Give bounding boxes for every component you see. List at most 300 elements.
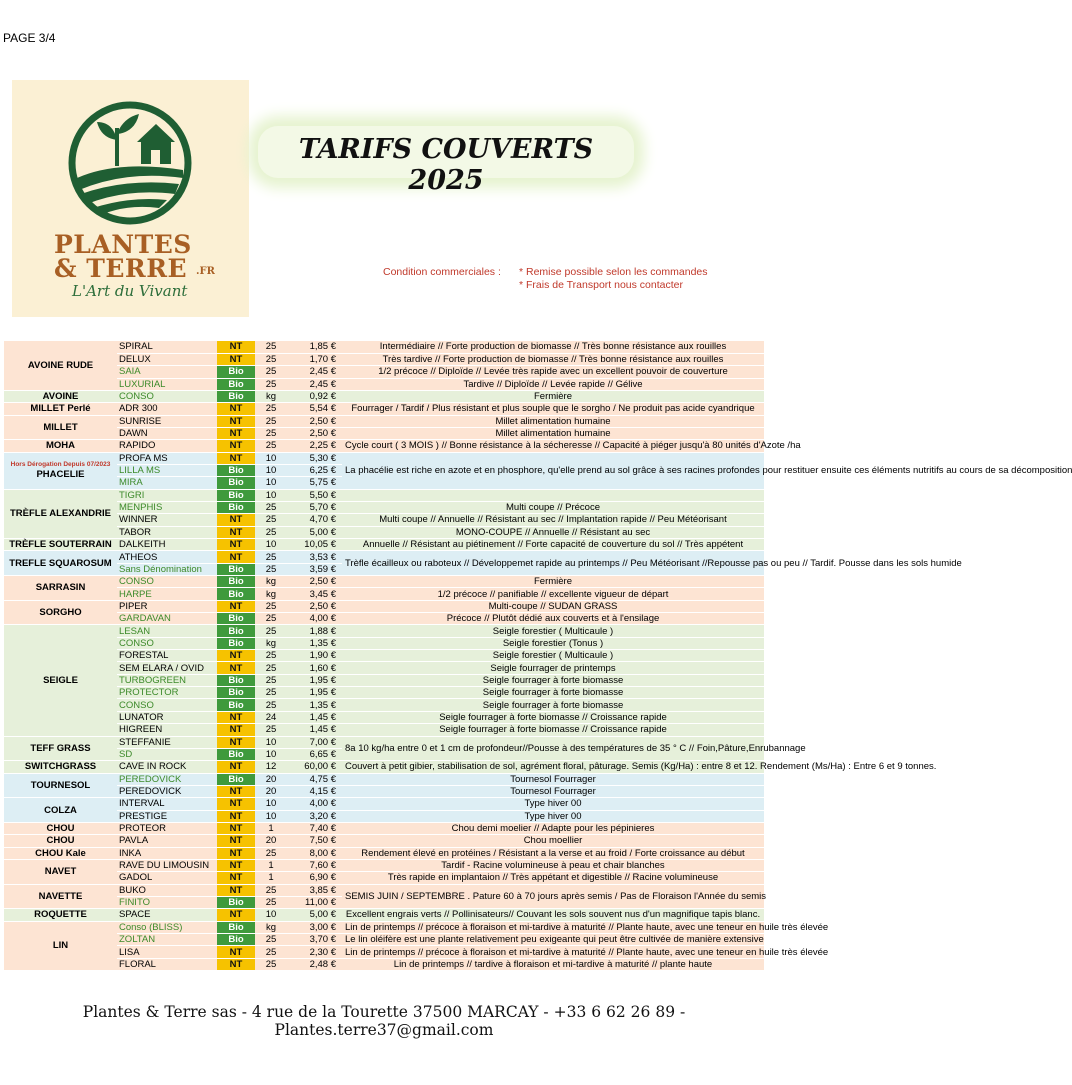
quantity-cell: 25 <box>255 440 287 452</box>
price-cell: 0,92 € <box>287 390 342 402</box>
variety-cell: SUNRISE <box>117 415 217 427</box>
quantity-cell: 25 <box>255 884 287 896</box>
variety-cell: Sans Dénomination <box>117 563 217 575</box>
family-cell <box>4 859 117 884</box>
table-row <box>4 353 764 365</box>
type-badge: NT <box>217 761 255 773</box>
table-row <box>4 650 764 662</box>
family-cell <box>4 835 117 847</box>
quantity-cell: 10 <box>255 810 287 822</box>
type-badge: NT <box>217 427 255 439</box>
price-cell: 4,75 € <box>287 773 342 785</box>
type-badge: Bio <box>217 390 255 402</box>
variety-cell: FLORAL <box>117 958 217 970</box>
price-cell: 6,25 € <box>287 464 342 476</box>
quantity-cell: 25 <box>255 403 287 415</box>
table-row <box>4 724 764 736</box>
variety-cell: LUXURIAL <box>117 378 217 390</box>
quantity-cell: 25 <box>255 896 287 908</box>
variety-cell: GADOL <box>117 872 217 884</box>
quantity-cell: 25 <box>255 625 287 637</box>
quantity-cell: 20 <box>255 785 287 797</box>
description-cell: Seigle fourrager à forte biomasse // Croissance rapide <box>342 724 764 736</box>
family-name: ROQUETTE <box>34 909 87 921</box>
quantity-cell: 25 <box>255 934 287 946</box>
description-cell: Très tardive // Forte production de biomasse // Très bonne résistance aux rouilles <box>342 353 764 365</box>
table-row <box>4 403 764 415</box>
type-badge: NT <box>217 847 255 859</box>
type-badge: NT <box>217 822 255 834</box>
table-row <box>4 427 764 439</box>
variety-cell: INTERVAL <box>117 798 217 810</box>
quantity-cell: 20 <box>255 835 287 847</box>
family-cell <box>4 403 117 415</box>
price-cell: 2,45 € <box>287 378 342 390</box>
description-cell: Millet alimentation humaine <box>342 415 764 427</box>
type-badge: Bio <box>217 625 255 637</box>
variety-cell: INKA <box>117 847 217 859</box>
type-badge: NT <box>217 810 255 822</box>
type-badge: NT <box>217 600 255 612</box>
price-cell: 1,90 € <box>287 650 342 662</box>
family-name: CHOU <box>46 835 75 847</box>
price-cell: 60,00 € <box>287 761 342 773</box>
type-badge: Bio <box>217 699 255 711</box>
variety-cell: CONSO <box>117 390 217 402</box>
quantity-cell: 10 <box>255 539 287 551</box>
table-row <box>4 810 764 822</box>
family-name: MILLET Perlé <box>30 403 91 415</box>
price-cell: 1,45 € <box>287 711 342 723</box>
price-cell: 2,50 € <box>287 415 342 427</box>
type-badge: Bio <box>217 588 255 600</box>
type-badge: NT <box>217 403 255 415</box>
family-name: MILLET <box>43 421 78 433</box>
price-cell: 5,75 € <box>287 477 342 489</box>
description-cell: Seigle forestier ( Multicaule ) <box>342 650 764 662</box>
family-name: LIN <box>52 940 69 952</box>
type-badge: NT <box>217 415 255 427</box>
family-name: COLZA <box>44 804 77 816</box>
quantity-cell: 1 <box>255 872 287 884</box>
description-cell: Lin de printemps // précoce à floraison et mi-tardive à maturité // Plante haute, avec une teneur en huile très élevée <box>342 946 764 958</box>
price-cell: 5,50 € <box>287 489 342 501</box>
price-cell: 3,00 € <box>287 921 342 933</box>
quantity-cell: 10 <box>255 909 287 921</box>
variety-cell: BUKO <box>117 884 217 896</box>
price-cell: 3,70 € <box>287 934 342 946</box>
description-cell: La phacélie est riche en azote et en phosphore, qu'elle prend au sol grâce à ses racines profondes pour restituer ensuite ces éléments nutritifs au cours de sa décomposition <box>342 452 764 489</box>
table-row <box>4 958 764 970</box>
type-badge: Bio <box>217 576 255 588</box>
variety-cell: CONSO <box>117 576 217 588</box>
quantity-cell: 10 <box>255 489 287 501</box>
farm-logo-icon <box>67 100 193 226</box>
description-cell <box>342 489 764 501</box>
family-name: TREFLE SQUAROSUM <box>9 557 112 569</box>
price-cell: 6,65 € <box>287 748 342 760</box>
table-row <box>4 909 764 921</box>
quantity-cell: 1 <box>255 822 287 834</box>
quantity-cell: 24 <box>255 711 287 723</box>
page-number: PAGE 3/4 <box>3 31 56 45</box>
family-name: TRÈFLE ALEXANDRIE <box>10 508 111 520</box>
family-name: MOHA <box>45 440 76 452</box>
table-row <box>4 501 764 513</box>
quantity-cell: 25 <box>255 501 287 513</box>
price-cell: 2,30 € <box>287 946 342 958</box>
quantity-cell: 25 <box>255 958 287 970</box>
family-name: PHACELIE <box>36 469 85 481</box>
price-cell: 5,00 € <box>287 909 342 921</box>
variety-cell: ATHEOS <box>117 551 217 563</box>
quantity-cell: 25 <box>255 687 287 699</box>
family-cell <box>4 921 117 970</box>
brand-tagline: L'Art du Vivant <box>72 282 188 300</box>
derogation-note: Hors Dérogation Depuis 07/2023 <box>10 461 111 469</box>
price-cell: 2,45 € <box>287 366 342 378</box>
price-cell: 1,88 € <box>287 625 342 637</box>
family-name: NAVET <box>44 866 77 878</box>
variety-cell: SD <box>117 748 217 760</box>
family-cell <box>4 625 117 736</box>
price-cell: 5,00 € <box>287 526 342 538</box>
footer-contact: Plantes & Terre sas - 4 rue de la Tourette 37500 MARCAY - +33 6 62 26 89 - Plantes.terre37@gmail.com <box>82 1003 686 1039</box>
type-badge: NT <box>217 440 255 452</box>
family-name: NAVETTE <box>38 890 83 902</box>
type-badge: Bio <box>217 366 255 378</box>
type-badge: NT <box>217 514 255 526</box>
price-cell: 6,90 € <box>287 872 342 884</box>
quantity-cell: 25 <box>255 378 287 390</box>
description-cell: Tardive // Diploïde // Levée rapide // Gélive <box>342 378 764 390</box>
description-cell: Seigle forestier ( Multicaule ) <box>342 625 764 637</box>
type-badge: NT <box>217 711 255 723</box>
description-cell: Seigle fourrager à forte biomasse <box>342 687 764 699</box>
variety-cell: RAPIDO <box>117 440 217 452</box>
variety-cell: HIGREEN <box>117 724 217 736</box>
description-cell: Seigle fourrager de printemps <box>342 662 764 674</box>
family-name: AVOINE <box>42 391 79 403</box>
type-badge: Bio <box>217 896 255 908</box>
quantity-cell: 25 <box>255 427 287 439</box>
family-cell <box>4 341 117 390</box>
description-cell: Fermière <box>342 576 764 588</box>
variety-cell: PRESTIGE <box>117 810 217 822</box>
price-cell: 3,53 € <box>287 551 342 563</box>
family-cell <box>4 736 117 761</box>
variety-cell: LESAN <box>117 625 217 637</box>
logo <box>12 80 249 317</box>
price-cell: 4,00 € <box>287 613 342 625</box>
family-name: AVOINE RUDE <box>27 359 94 371</box>
description-cell: Rendement élevé en protéines / Résistant a la verse et au froid / Forte croissance au début <box>342 847 764 859</box>
quantity-cell: 10 <box>255 477 287 489</box>
quantity-cell: 10 <box>255 736 287 748</box>
variety-cell: FORESTAL <box>117 650 217 662</box>
family-name: SEIGLE <box>43 674 78 686</box>
description-cell: Le lin oléifère est une plante relativement peu exigeante qui peut être cultivée de manière extensive <box>342 934 764 946</box>
family-name: CHOU Kale <box>35 847 86 859</box>
table-row <box>4 773 764 785</box>
price-cell: 4,00 € <box>287 798 342 810</box>
table-row <box>4 798 764 810</box>
family-cell <box>4 390 117 402</box>
description-cell: Seigle fourrager à forte biomasse // Croissance rapide <box>342 711 764 723</box>
brand-name-line1: PLANTES <box>54 230 192 259</box>
table-row <box>4 576 764 588</box>
quantity-cell: 25 <box>255 699 287 711</box>
page-title: TARIFS COUVERTS 2025 <box>298 134 594 196</box>
table-row <box>4 699 764 711</box>
quantity-cell: 1 <box>255 859 287 871</box>
price-cell: 1,45 € <box>287 724 342 736</box>
quantity-cell: 10 <box>255 798 287 810</box>
description-cell: Type hiver 00 <box>342 810 764 822</box>
family-cell <box>4 884 117 909</box>
price-cell: 4,70 € <box>287 514 342 526</box>
price-cell: 5,30 € <box>287 452 342 464</box>
table-row <box>4 452 764 464</box>
price-cell: 5,70 € <box>287 501 342 513</box>
variety-cell: TIGRI <box>117 489 217 501</box>
description-cell: Millet alimentation humaine <box>342 427 764 439</box>
description-cell: Annuelle // Résistant au piétinement // Forte capacité de couverture du sol // Très appétent <box>342 539 764 551</box>
description-cell: Fermière <box>342 390 764 402</box>
price-cell: 2,50 € <box>287 600 342 612</box>
quantity-cell: 25 <box>255 366 287 378</box>
table-row <box>4 588 764 600</box>
variety-cell: TABOR <box>117 526 217 538</box>
table-row <box>4 761 764 773</box>
price-cell: 1,95 € <box>287 674 342 686</box>
table-row <box>4 514 764 526</box>
variety-cell: LILLA MS <box>117 464 217 476</box>
table-row <box>4 625 764 637</box>
quantity-cell: 25 <box>255 415 287 427</box>
variety-cell: FINITO <box>117 896 217 908</box>
quantity-cell: kg <box>255 588 287 600</box>
description-cell: Tardif - Racine volumineuse à peau et chair blanches <box>342 859 764 871</box>
variety-cell: PEREDOVICK <box>117 773 217 785</box>
description-cell: 1/2 précoce // Diploïde // Levée très rapide avec un excellent pouvoir de couverture <box>342 366 764 378</box>
table-row <box>4 687 764 699</box>
table-row <box>4 822 764 834</box>
table-row <box>4 835 764 847</box>
table-row <box>4 526 764 538</box>
description-cell: Trèfle écailleux ou raboteux // Développemet rapide au printemps // Peu Météorisant //Repousse pas ou peu // Tardif. Pousse dans les sols humide <box>342 551 764 576</box>
description-cell: Tournesol Fourrager <box>342 785 764 797</box>
table-row <box>4 847 764 859</box>
price-cell: 1,70 € <box>287 353 342 365</box>
description-cell: Multi coupe // Précoce <box>342 501 764 513</box>
variety-cell: CAVE IN ROCK <box>117 761 217 773</box>
price-cell: 11,00 € <box>287 896 342 908</box>
type-badge: NT <box>217 884 255 896</box>
description-cell: Fourrager / Tardif / Plus résistant et plus souple que le sorgho / Ne produit pas acide cyandrique <box>342 403 764 415</box>
table-row <box>4 872 764 884</box>
table-row <box>4 785 764 797</box>
variety-cell: SAIA <box>117 366 217 378</box>
table-row <box>4 884 764 896</box>
table-row <box>4 921 764 933</box>
quantity-cell: 12 <box>255 761 287 773</box>
type-badge: Bio <box>217 613 255 625</box>
type-badge: NT <box>217 526 255 538</box>
variety-cell: RAVE DU LIMOUSIN <box>117 859 217 871</box>
quantity-cell: kg <box>255 921 287 933</box>
quantity-cell: 25 <box>255 613 287 625</box>
table-row <box>4 415 764 427</box>
condition-line-1: * Remise possible selon les commandes <box>519 266 708 278</box>
variety-cell: PAVLA <box>117 835 217 847</box>
description-cell: Lin de printemps // précoce à floraison et mi-tardive à maturité // Plante haute, avec une teneur en huile très élevée <box>342 921 764 933</box>
table-row <box>4 539 764 551</box>
family-cell <box>4 489 117 538</box>
table-row <box>4 489 764 501</box>
description-cell: Lin de printemps // tardive à floraison et mi-tardive à maturité // plante haute <box>342 958 764 970</box>
type-badge: Bio <box>217 378 255 390</box>
description-cell: Type hiver 00 <box>342 798 764 810</box>
variety-cell: MIRA <box>117 477 217 489</box>
quantity-cell: 25 <box>255 563 287 575</box>
variety-cell: LISA <box>117 946 217 958</box>
type-badge: NT <box>217 835 255 847</box>
variety-cell: STEFFANIE <box>117 736 217 748</box>
quantity-cell: 25 <box>255 341 287 353</box>
table-row <box>4 736 764 748</box>
family-cell <box>4 440 117 452</box>
price-cell: 7,40 € <box>287 822 342 834</box>
description-cell: Excellent engrais verts // Pollinisateurs// Couvant les sols souvent nus d'un magnifique tapis blanc. <box>342 909 764 921</box>
description-cell: Chou moellier <box>342 835 764 847</box>
variety-cell: SPIRAL <box>117 341 217 353</box>
price-cell: 1,95 € <box>287 687 342 699</box>
table-row <box>4 674 764 686</box>
family-cell <box>4 847 117 859</box>
description-cell: SEMIS JUIN / SEPTEMBRE . Pature 60 à 70 jours après semis / Pas de Floraison l'Année du semis <box>342 884 764 909</box>
table-row <box>4 613 764 625</box>
table-row <box>4 600 764 612</box>
variety-cell: SEM ELARA / OVID <box>117 662 217 674</box>
description-cell: Couvert à petit gibier, stabilisation de sol, agrément floral, pâturage. Semis (Kg/Ha) : entre 8 et 12. Rendement (Ms/Ha) : Entre 6 et 9 tonnes. <box>342 761 764 773</box>
type-badge: NT <box>217 551 255 563</box>
family-cell <box>4 761 117 773</box>
quantity-cell: kg <box>255 637 287 649</box>
price-cell: 3,20 € <box>287 810 342 822</box>
description-cell: 1/2 précoce // panifiable // excellente vigueur de départ <box>342 588 764 600</box>
quantity-cell: 25 <box>255 551 287 563</box>
price-cell: 1,35 € <box>287 699 342 711</box>
type-badge: NT <box>217 452 255 464</box>
description-cell: Intermédiaire // Forte production de biomasse // Très bonne résistance aux rouilles <box>342 341 764 353</box>
type-badge: NT <box>217 724 255 736</box>
description-cell: Chou demi moelier // Adapte pour les pépinieres <box>342 822 764 834</box>
type-badge: NT <box>217 946 255 958</box>
variety-cell: WINNER <box>117 514 217 526</box>
quantity-cell: 25 <box>255 600 287 612</box>
condition-line-2: * Frais de Transport nous contacter <box>519 279 683 291</box>
type-badge: Bio <box>217 674 255 686</box>
family-name: SARRASIN <box>35 582 86 594</box>
quantity-cell: 25 <box>255 662 287 674</box>
type-badge: NT <box>217 859 255 871</box>
quantity-cell: 25 <box>255 946 287 958</box>
type-badge: NT <box>217 353 255 365</box>
variety-cell: CONSO <box>117 637 217 649</box>
table-row <box>4 390 764 402</box>
quantity-cell: 25 <box>255 724 287 736</box>
price-cell: 7,60 € <box>287 859 342 871</box>
variety-cell: SPACE <box>117 909 217 921</box>
description-cell: Seigle fourrager à forte biomasse <box>342 699 764 711</box>
variety-cell: DAWN <box>117 427 217 439</box>
price-cell: 5,54 € <box>287 403 342 415</box>
variety-cell: ADR 300 <box>117 403 217 415</box>
type-badge: NT <box>217 909 255 921</box>
family-name: SORGHO <box>39 607 82 619</box>
variety-cell: PROFA MS <box>117 452 217 464</box>
type-badge: NT <box>217 662 255 674</box>
type-badge: NT <box>217 958 255 970</box>
type-badge: NT <box>217 785 255 797</box>
type-badge: NT <box>217 341 255 353</box>
type-badge: Bio <box>217 921 255 933</box>
family-name: CHOU <box>46 823 75 835</box>
price-cell: 1,85 € <box>287 341 342 353</box>
quantity-cell: 25 <box>255 847 287 859</box>
description-cell: MONO-COUPE // Annuelle // Résistant au sec <box>342 526 764 538</box>
description-cell: Cycle court ( 3 MOIS ) // Bonne résistance à la sécheresse // Capacité à piéger jusqu'à 80 unités d'Azote /ha <box>342 440 764 452</box>
type-badge: Bio <box>217 773 255 785</box>
quantity-cell: 10 <box>255 452 287 464</box>
table-row <box>4 440 764 452</box>
description-cell: Très rapide en implantaion // Très appétant et digestible // Racine volumineuse <box>342 872 764 884</box>
conditions-label: Condition commerciales : <box>383 266 501 278</box>
family-cell <box>4 452 117 489</box>
description-cell: Seigle fourrager à forte biomasse <box>342 674 764 686</box>
table-row <box>4 366 764 378</box>
table-row <box>4 662 764 674</box>
type-badge: Bio <box>217 637 255 649</box>
price-cell: 1,35 € <box>287 637 342 649</box>
variety-cell: DELUX <box>117 353 217 365</box>
price-cell: 1,60 € <box>287 662 342 674</box>
variety-cell: PIPER <box>117 600 217 612</box>
type-badge: Bio <box>217 464 255 476</box>
price-cell: 2,50 € <box>287 427 342 439</box>
quantity-cell: 25 <box>255 650 287 662</box>
variety-cell: LUNATOR <box>117 711 217 723</box>
price-cell: 10,05 € <box>287 539 342 551</box>
variety-cell: DALKEITH <box>117 539 217 551</box>
family-cell <box>4 773 117 798</box>
type-badge: Bio <box>217 477 255 489</box>
table-row <box>4 859 764 871</box>
description-cell: Multi-coupe // SUDAN GRASS <box>342 600 764 612</box>
price-cell: 2,50 € <box>287 576 342 588</box>
price-cell: 2,48 € <box>287 958 342 970</box>
variety-cell: PROTECTOR <box>117 687 217 699</box>
family-cell <box>4 798 117 823</box>
price-cell: 8,00 € <box>287 847 342 859</box>
type-badge: NT <box>217 798 255 810</box>
family-name: TRÈFLE SOUTERRAIN <box>9 539 112 551</box>
quantity-cell: kg <box>255 390 287 402</box>
family-cell <box>4 600 117 625</box>
family-name: TOURNESOL <box>30 779 91 791</box>
price-cell: 3,85 € <box>287 884 342 896</box>
